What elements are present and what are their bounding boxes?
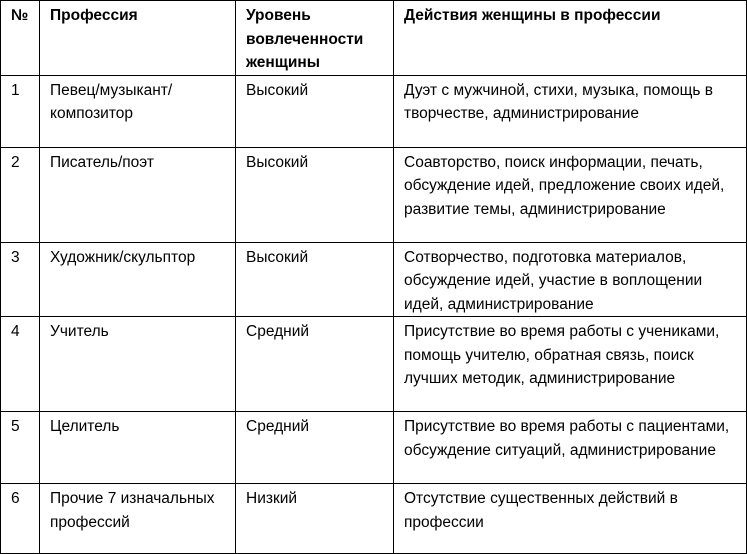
cell-level: Средний xyxy=(236,412,394,484)
header-profession: Профессия xyxy=(40,1,236,76)
cell-actions: Отсутствие существенных действий в профессии xyxy=(394,484,747,554)
table-row xyxy=(1,412,747,484)
cell-num: 3 xyxy=(1,242,40,317)
table-row xyxy=(1,242,747,317)
cell-num: 4 xyxy=(1,317,40,412)
table-header-row xyxy=(1,1,747,76)
cell-profession: Учитель xyxy=(40,317,236,412)
header-actions: Действия женщины в профессии xyxy=(394,1,747,76)
cell-num: 6 xyxy=(1,484,40,554)
header-level: Уровень вовлеченности женщины xyxy=(236,1,394,76)
cell-level: Низкий xyxy=(236,484,394,554)
cell-level: Высокий xyxy=(236,147,394,242)
cell-profession: Художник/скульптор xyxy=(40,242,236,317)
cell-num: 5 xyxy=(1,412,40,484)
cell-actions: Присутствие во время работы с учениками, помощь учителю, обратная связь, поиск лучших методик, администрирование xyxy=(394,317,747,412)
table-row xyxy=(1,317,747,412)
table-row xyxy=(1,147,747,242)
table-row xyxy=(1,484,747,554)
cell-actions: Дуэт с мужчиной, стихи, музыка, помощь в творчестве, администрирование xyxy=(394,75,747,147)
cell-level: Высокий xyxy=(236,75,394,147)
cell-profession: Целитель xyxy=(40,412,236,484)
cell-num: 1 xyxy=(1,75,40,147)
cell-actions: Соавторство, поиск информации, печать, обсуждение идей, предложение своих идей, развитие темы, администрирование xyxy=(394,147,747,242)
header-num: № xyxy=(1,1,40,76)
cell-actions: Сотворчество, подготовка материалов, обсуждение идей, участие в воплощении идей, администрирование xyxy=(394,242,747,317)
cell-profession: Певец/музыкант/ композитор xyxy=(40,75,236,147)
cell-profession: Прочие 7 изначальных профессий xyxy=(40,484,236,554)
cell-level: Средний xyxy=(236,317,394,412)
cell-level: Высокий xyxy=(236,242,394,317)
table-row xyxy=(1,75,747,147)
cell-profession: Писатель/поэт xyxy=(40,147,236,242)
cell-actions: Присутствие во время работы с пациентами, обсуждение ситуаций, администрирование xyxy=(394,412,747,484)
cell-num: 2 xyxy=(1,147,40,242)
